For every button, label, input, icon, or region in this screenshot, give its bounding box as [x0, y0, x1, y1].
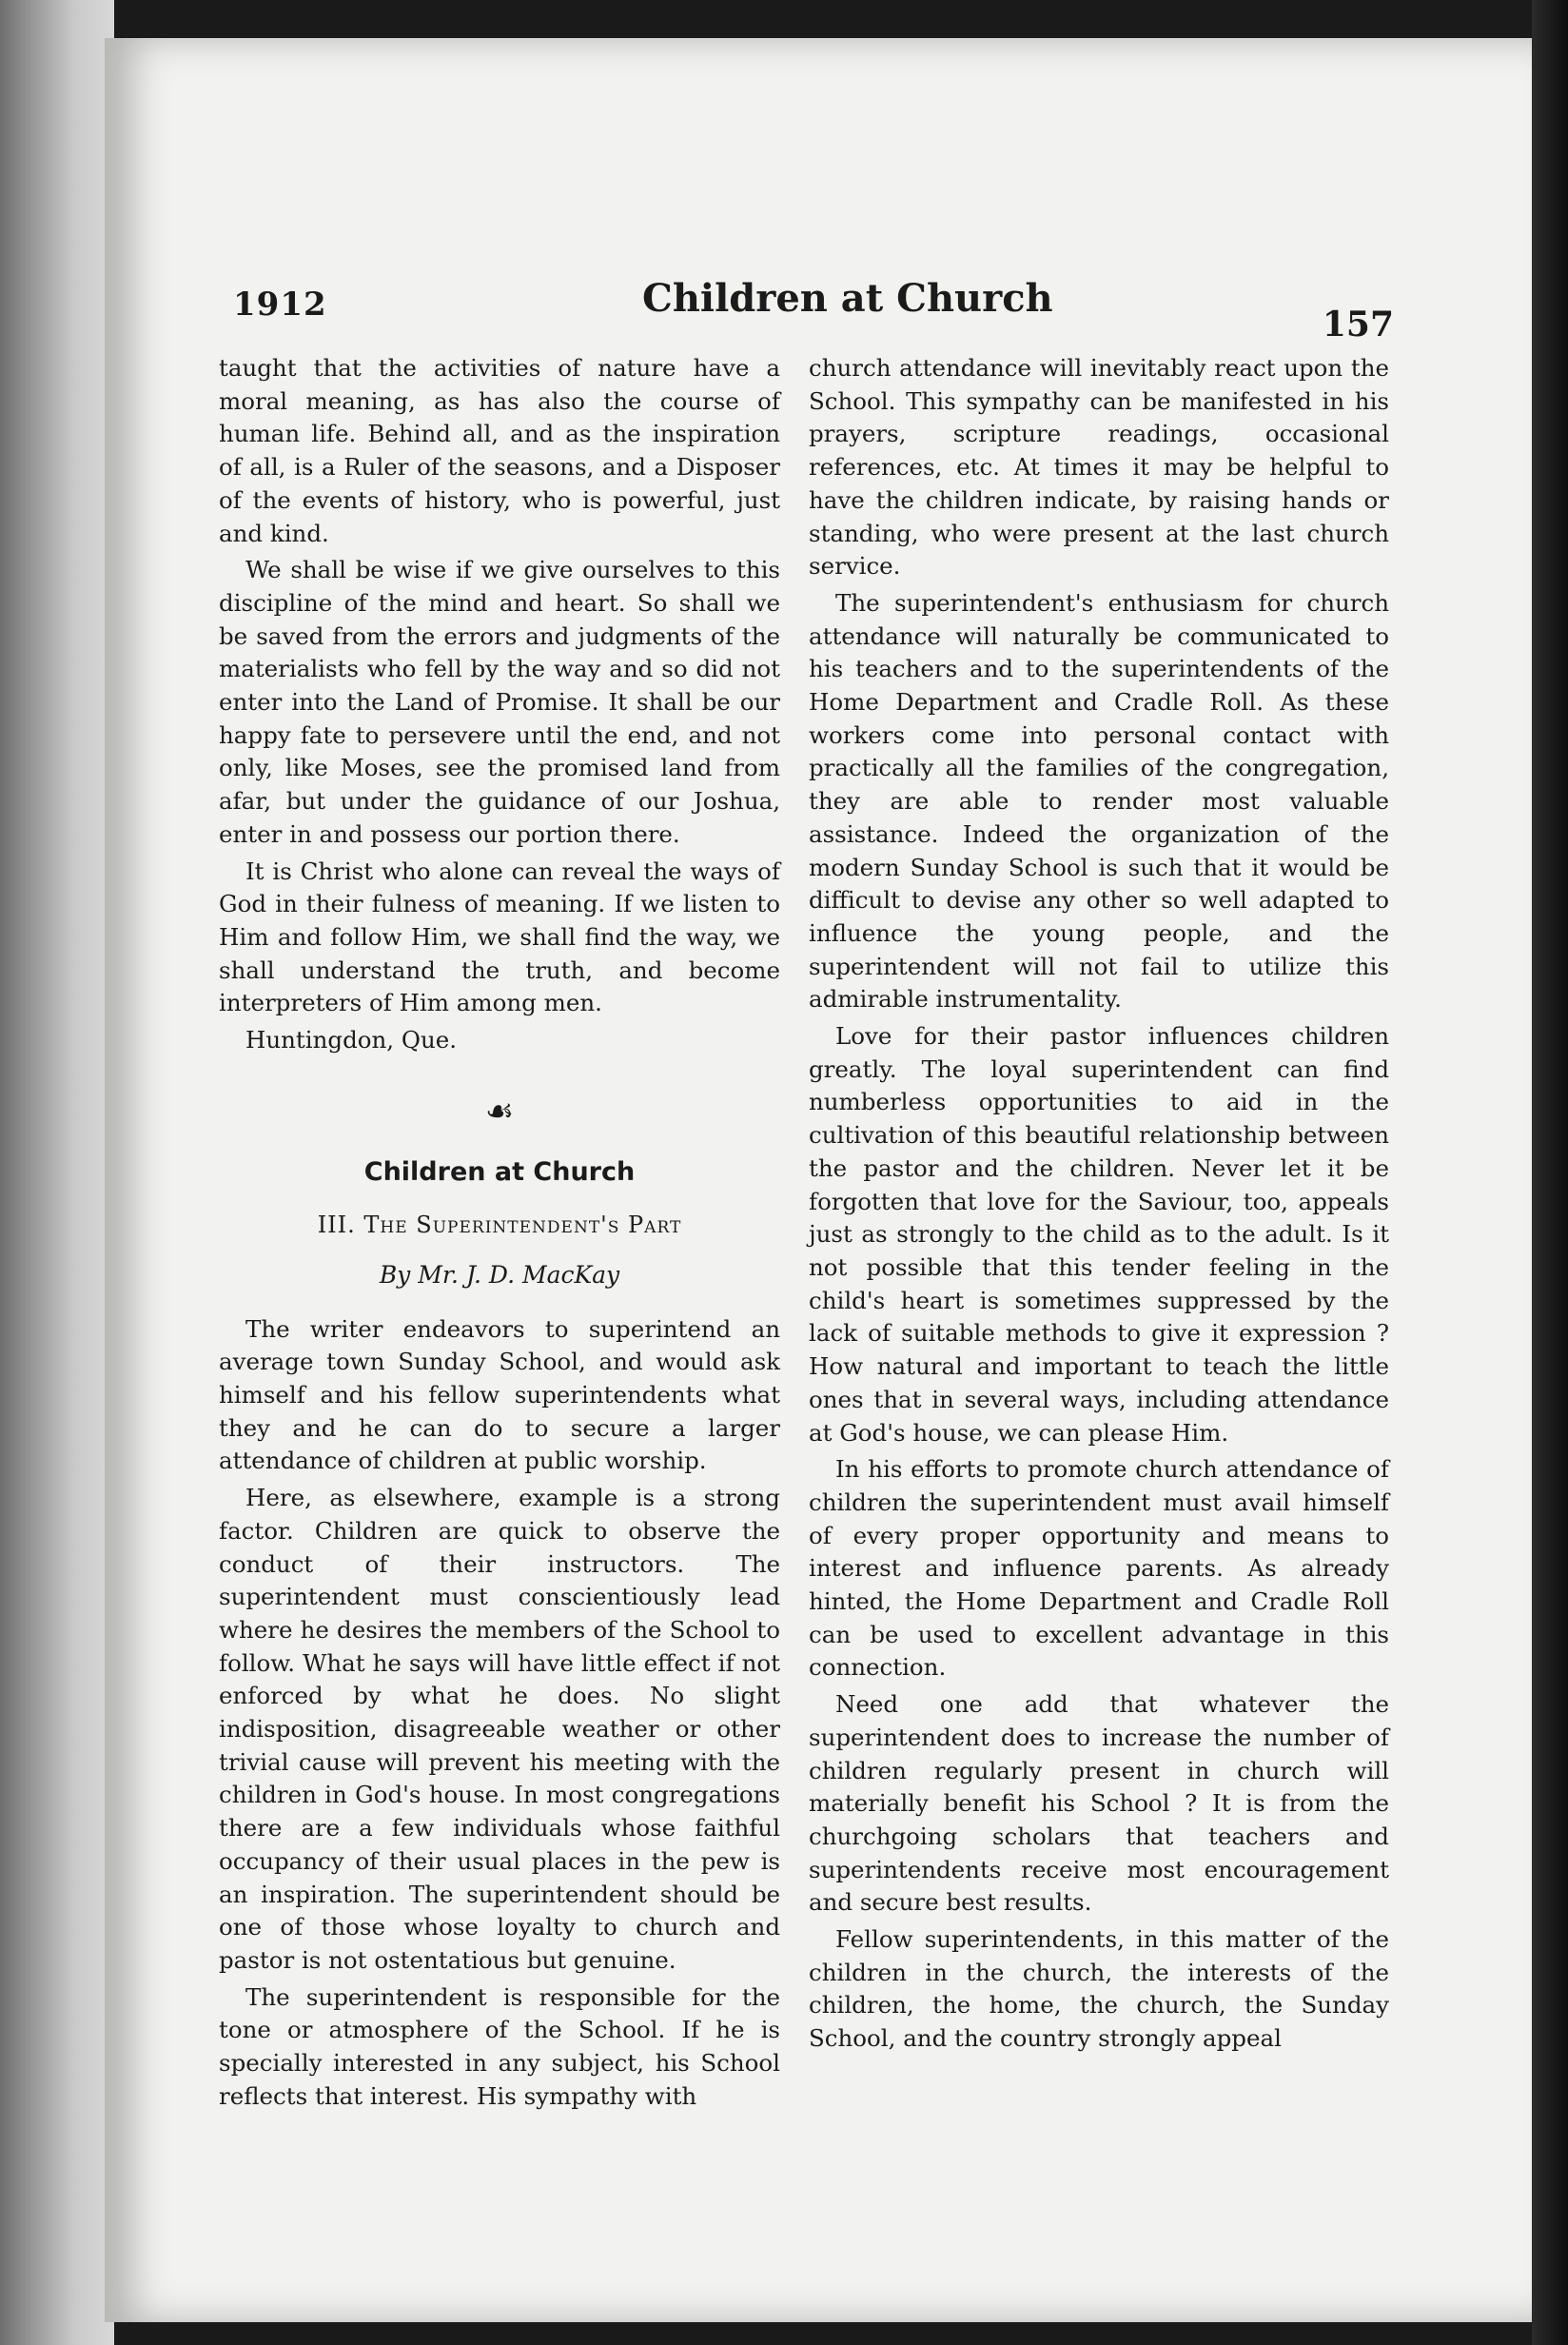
paragraph: It is Christ who alone can reveal the ways of God in their fulness of meaning. If we listen to Him and follow Him, we shall find the way, we shall understand the truth, and become interpreters of Him among men. — [219, 857, 780, 1017]
paragraph: In his efforts to promote church attendance of children the superintendent must avail himself of every proper opportunity and means to interest and influence parents. As already hinted, the Home Department and Cradle Roll can be used to excellent advantage in this connection. — [809, 1455, 1389, 1682]
paragraph: taught that the activities of nature have a moral meaning, as has also the course of human life. Behind all, and as the inspiration of all, is a Ruler of the seasons, and a Disposer of the events of history, who is powerful, just and kind. — [219, 354, 780, 547]
page-number: 157 — [1322, 305, 1394, 345]
paragraph: Love for their pastor influences children greatly. The loyal superintendent can find numberless opportunities to aid in the cultivation of this beautiful relationship between the pastor and the children. Never let it be forgotten that love for the Saviour, too, appeals just as strongly to the child as to the adult. Is it not possible that this tender feeling in the child's heart is sometimes suppressed by the lack of suitable methods to give it expression ? How natural and important to teach the little ones that in several ways, including attendance at God's house, we can please Him. — [809, 1022, 1389, 1447]
article-title: Children at Church — [363, 1157, 636, 1188]
paragraph: Fellow superintendents, in this matter of the children in the church, the interests of the children, the home, the church, the Sunday School, and the country strongly appeal — [809, 1925, 1389, 2053]
byline: By Mr. J. D. MacKay — [379, 1260, 620, 1289]
book-gutter — [0, 0, 114, 2345]
running-title: Children at Church — [642, 276, 1053, 321]
page-edge-shadow — [1532, 0, 1568, 2345]
page-header — [233, 276, 1394, 352]
paragraph: The superintendent is responsible for the tone or atmosphere of the School. If he is specially interested in any subject, his School reflects that interest. His sympathy with — [219, 1982, 780, 2110]
paragraph: Need one add that whatever the superintendent does to increase the number of children regularly present in church will materially benefit his School ? It is from the churchgoing scholars that teachers and superintendents receive most encouragement and secure best results. — [809, 1690, 1389, 1917]
place-signature: Huntingdon, Que. — [245, 1026, 458, 1054]
header-year: 1912 — [233, 286, 327, 324]
paragraph: The superintendent's enthusiasm for church attendance will naturally be communicated to his teachers and to the superintendents of the Home Department and Cradle Roll. As these workers come into personal contact with practically all the families of the congregation, they are able to render most valuable assistance. Indeed the organization of the modern Sunday School is such that it would be difficult to devise any other so well adapted to influence the young people, and the superintendent will not fail to utilize this admirable instrumentality. — [809, 588, 1389, 1014]
right-column — [809, 352, 1389, 2059]
left-column — [219, 352, 780, 2117]
fleuron-icon: ☙ — [484, 1092, 515, 1131]
paragraph: We shall be wise if we give ourselves to this discipline of the mind and heart. So shall we be saved from the errors and judgments of the materialists who fell by the way and so did not enter into the Land of Promise. It shall be our happy fate to persevere until the end, and not only, like Moses, see the promised land from afar, but under the guidance of our Joshua, enter in and possess our portion there. — [219, 556, 780, 848]
paragraph: The writer endeavors to superintend an average town Sunday School, and would ask himself and his fellow superintendents what they and he can do to secure a larger attendance of children at public worship. — [219, 1314, 780, 1475]
paragraph: Here, as elsewhere, example is a strong factor. Children are quick to observe the conduct of their instructors. The superintendent must conscientiously lead where he desires the members of the School to follow. What he says will have little effect if not enforced by what he does. No slight indisposition, disagreeable weather or other trivial cause will prevent his meeting with the children in God's house. In most congregations there are a few individuals whose faithful occupancy of their usual places in the pew is an inspiration. The superintendent should be one of those whose loyalty to church and pastor is not ostentatious but genuine. — [219, 1484, 780, 1974]
paragraph: church attendance will inevitably react upon the School. This sympathy can be manifested in his prayers, scripture readings, occasional references, etc. At times it may be helpful to have the children indicate, by raising hands or standing, who were present at the last church service. — [809, 354, 1389, 581]
article-subtitle: III. The Superintendent's Part — [317, 1212, 682, 1239]
